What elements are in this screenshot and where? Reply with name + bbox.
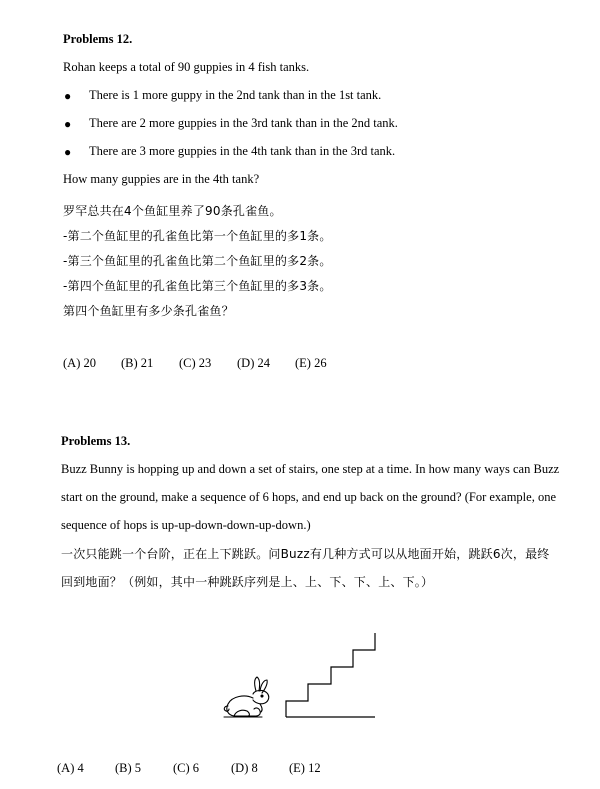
problem-13-choice-e: (E) 12 bbox=[289, 761, 321, 775]
problem-12-choice-b: (B) 21 bbox=[121, 356, 154, 370]
problem-13-zh-line-2: 回到地面？（例如，其中一种跳跃序列是上、上、下、下、上、下。） bbox=[61, 575, 434, 589]
problem-13-choice-b: (B) 5 bbox=[115, 761, 142, 775]
problem-12-question: How many guppies are in the 4th tank? bbox=[63, 172, 260, 186]
problem-12-choice-d: (D) 24 bbox=[237, 356, 270, 370]
staircase-illustration bbox=[283, 630, 379, 720]
bullet-icon: ● bbox=[64, 89, 72, 103]
problem-13-text-line-2: start on the ground, make a sequence of 6 hops, and end up back on the ground? (For example, one bbox=[61, 490, 556, 504]
problem-13-text-line-3: sequence of hops is up-up-down-down-up-down.) bbox=[61, 518, 311, 532]
problem-12-zh-line-1: 罗罕总共在4个鱼缸里养了90条孔雀鱼。 bbox=[63, 204, 282, 218]
problem-12-zh-line-5: 第四个鱼缸里有多少条孔雀鱼？ bbox=[63, 304, 234, 318]
problem-13-choice-a: (A) 4 bbox=[57, 761, 84, 775]
problem-12-title: Problems 12. bbox=[63, 32, 133, 46]
problem-12-choice-c: (C) 23 bbox=[179, 356, 212, 370]
bullet-icon: ● bbox=[64, 117, 72, 131]
problem-12-choice-a: (A) 20 bbox=[63, 356, 96, 370]
problem-13-choice-d: (D) 8 bbox=[231, 761, 258, 775]
bunny-icon bbox=[220, 676, 276, 720]
bullet-icon: ● bbox=[64, 145, 72, 159]
problem-13-choice-c: (C) 6 bbox=[173, 761, 200, 775]
problem-12-zh-line-3: -第三个鱼缸里的孔雀鱼比第二个鱼缸里的多2条。 bbox=[63, 254, 332, 268]
problem-12-bullet-3: There are 3 more guppies in the 4th tank than in the 3rd tank. bbox=[89, 144, 396, 158]
problem-12-bullet-2: There are 2 more guppies in the 3rd tank than in the 2nd tank. bbox=[89, 116, 398, 130]
problem-13-zh-line-1: 一次只能跳一个台阶，正在上下跳跃。问Buzz有几种方式可以从地面开始，跳跃6次，最终 bbox=[61, 547, 550, 561]
problem-13-text-line-1: Buzz Bunny is hopping up and down a set of stairs, one step at a time. In how many ways can Buzz bbox=[61, 462, 560, 476]
problem-13-title: Problems 13. bbox=[61, 434, 131, 448]
problem-12-zh-line-2: -第二个鱼缸里的孔雀鱼比第一个鱼缸里的多1条。 bbox=[63, 229, 332, 243]
problem-12-zh-line-4: -第四个鱼缸里的孔雀鱼比第三个鱼缸里的多3条。 bbox=[63, 279, 332, 293]
problem-12-bullet-1: There is 1 more guppy in the 2nd tank than in the 1st tank. bbox=[89, 88, 382, 102]
problem-12-intro: Rohan keeps a total of 90 guppies in 4 fish tanks. bbox=[63, 60, 310, 74]
problem-12-choice-e: (E) 26 bbox=[295, 356, 327, 370]
